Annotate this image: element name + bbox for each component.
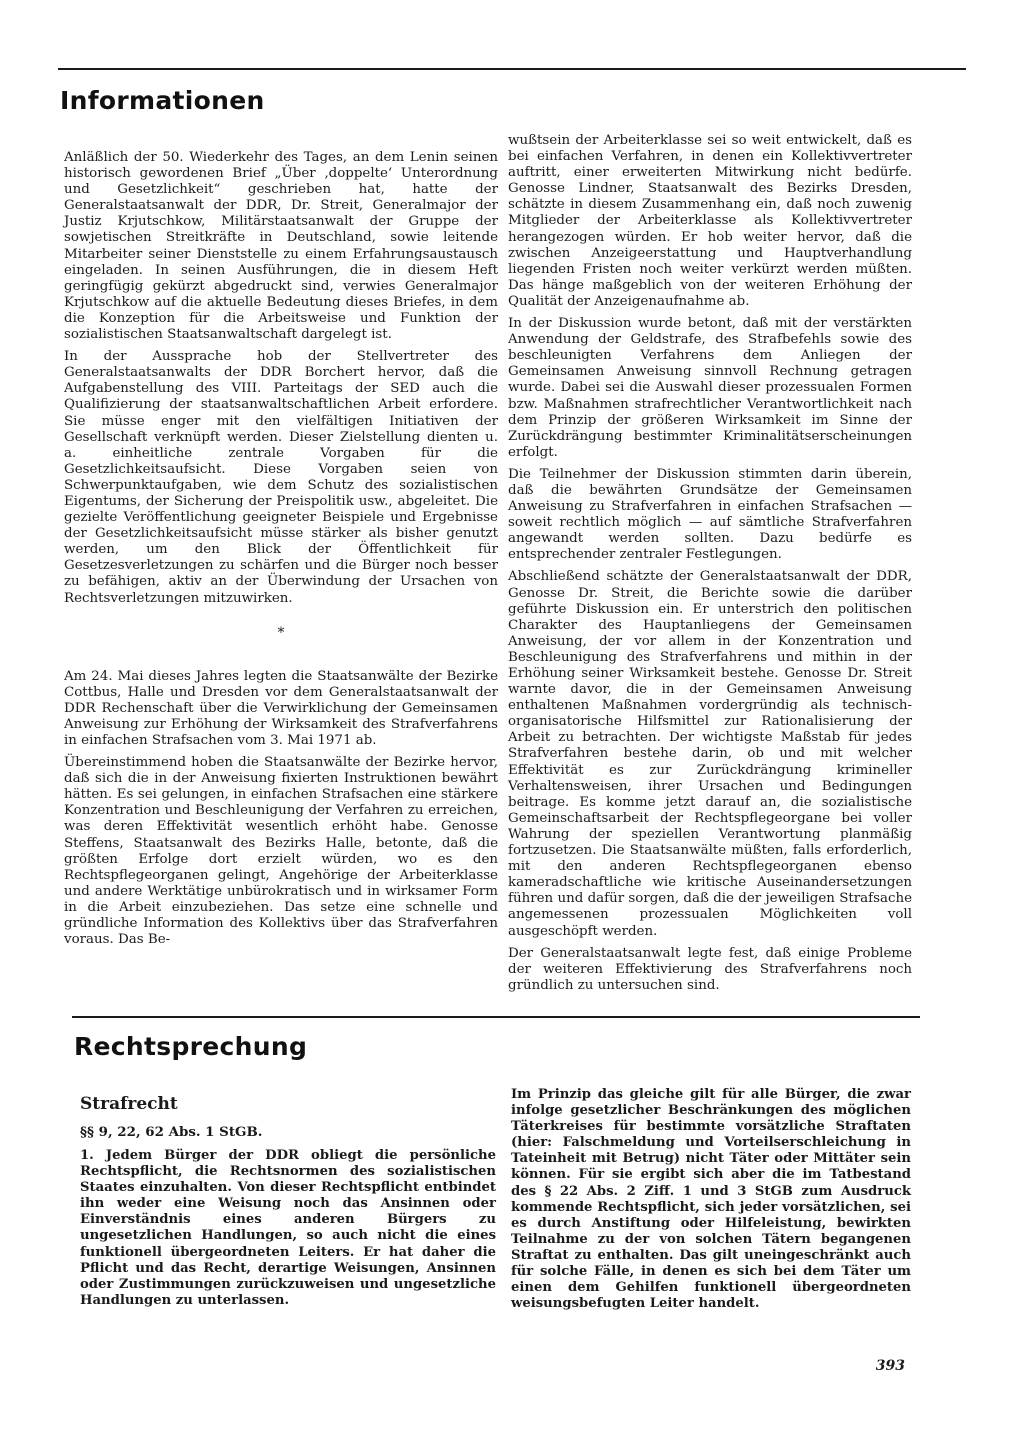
page-number: 393 [875, 1358, 905, 1374]
paragraph: Die Teilnehmer der Diskussion stimmten darin überein, daß die bewährten Grundsätze der Gemeinsamen Anweisung zu Strafverfahren in einfachen Strafsachen — soweit rechtlich möglich — auf sämtliche Strafverfahren angewandt werden sollten. Dazu bedürfe es entsprechender zentraler Festlegungen. [508, 466, 912, 563]
paragraph: Abschließend schätzte der Generalstaatsanwalt der DDR, Genosse Dr. Streit, die Berichte sowie die darüber geführte Diskussion ein. Er unterstrich den politischen Charakter des Hauptanliegens der Gemeinsamen Anweisung, der vor allem in der Konzentration und Beschleunigung des Strafverfahrens und mithin in der Erhöhung seiner Wirksamkeit bestehe. Genosse Dr. Streit warnte davor, die in der Gemeinsamen Anweisung enthaltenen Maßnahmen vordergründig als technisch-organisatorische Hilfsmittel zur Rationalisierung der Arbeit zu betrachten. Der wichtigste Maßstab für jedes Strafverfahren bestehe darin, ob und mit welcher Effektivität es zur Zurückdrängung krimineller Verhaltensweisen, ihrer Ursachen und Bedingungen beitrage. Es komme jetzt darauf an, die sozialistische Gemeinschaftsarbeit der Rechtspflegeorgane bei voller Wahrung der speziellen Verantwortung planmäßig fortzusetzen. Die Staatsanwälte müßten, falls erforderlich, mit den anderen Rechtspflegeorganen ebenso kameradschaftliche wie kritische Auseinandersetzungen führen und dafür sorgen, daß die der jeweiligen Strafsache angemessenen prozessualen Möglichkeiten voll ausgeschöpft werden. [508, 569, 912, 939]
rechtsprechung-top-rule [72, 1016, 920, 1018]
subheading-strafrecht: Strafrecht [80, 1094, 178, 1114]
paragraph: Der Generalstaatsanwalt legte fest, daß einige Probleme der weiteren Effektivierung des Strafverfahrens noch gründlich zu untersuchen sind. [508, 945, 912, 993]
paragraph: Im Prinzip das gleiche gilt für alle Bürger, die zwar infolge gesetzlicher Beschränkungen des möglichen Täterkreises für bestimmte vorsätzliche Straftaten (hier: Falschmeldung und Vorteilserschleichung in Tateinheit mit Betrug) nicht Täter oder Mittäter sein können. Für sie ergibt sich aber die im Tatbestand des § 22 Abs. 2 Ziff. 1 und 3 StGB zum Ausdruck kommende Rechtspflicht, sich jeder vorsätzlichen, sei es durch Anstiftung oder Hilfeleistung, bewirkten Teilnahme zu der von solchen Tätern begangenen Straftat zu enthalten. Das gilt uneingeschränkt auch für solche Fälle, in denen es sich bei dem Täter um einen dem Gehilfen funktionell übergeordneten weisungsbefugten Leiter handelt. [511, 1087, 911, 1312]
section-title-informationen: Informationen [60, 86, 265, 115]
paragraph: Am 24. Mai dieses Jahres legten die Staatsanwälte der Bezirke Cottbus, Halle und Dresden vor dem Generalstaatsanwalt der DDR Rechenschaft über die Verwirklichung der Gemeinsamen Anweisung zur Erhöhung der Wirksamkeit des Strafverfahrens in einfachen Strafsachen vom 3. Mai 1971 ab. [64, 668, 498, 748]
paragraph: 1. Jedem Bürger der DDR obliegt die persönliche Rechtspflicht, die Rechtsnormen des sozialistischen Staates einzuhalten. Von dieser Rechtspflicht entbindet ihn weder eine Weisung noch das Ansinnen oder Einverständnis eines anderen Bürgers zu ungesetzlichen Handlungen, so auch nicht die eines funktionell übergeordneten Leiters. Er hat daher die Pflicht und das Recht, derartige Weisungen, Ansinnen oder Zustimmungen zurückzuweisen und ungesetzliche Handlungen zu unterlassen. [80, 1148, 496, 1308]
section-separator: * [277, 624, 285, 641]
rechtsprechung-left-column [80, 1094, 496, 1315]
informationen-top-rule [58, 68, 966, 70]
paragraph: In der Aussprache hob der Stellvertreter des Generalstaatsanwalts der DDR Borchert hervor, daß die Aufgabenstellung des VIII. Parteitags der SED auch die Qualifizierung der staatsanwaltschaftlichen Arbeit erfordere. Sie müsse enger mit den vielfältigen Initiativen der Gesellschaft verknüpft werden. Dieser Zielstellung dienten u. a. einheitliche zentrale Vorgaben für die Gesetzlichkeitsaufsicht. Diese Vorgaben seien von Schwerpunktaufgaben, wie dem Schutz des sozialistischen Eigentums, der Sicherung der Preispolitik usw., abgeleitet. Die gezielte Veröffentlichung geeigneter Beispiele und Ergebnisse der Gesetzlichkeitsaufsicht müsse stärker als bisher genutzt werden, um den Blick der Öffentlichkeit für Gesetzesverletzungen zu schärfen und die Bürger noch besser zu befähigen, aktiv an der Überwindung der Ursachen von Rechtsverletzungen mitzuwirken. [64, 349, 498, 606]
paragraph: Anläßlich der 50. Wiederkehr des Tages, an dem Lenin seinen historisch gewordenen Brief „Über ‚doppelte‘ Unterordnung und Gesetzlichkeit“ geschrieben hat, hatte der Generalstaatsanwalt der DDR, Dr. Streit, Generalmajor der Justiz Krjutschkow, Militärstaatsanwalt der Gruppe der sowjetischen Streitkräfte in Deutschland, sowie leitende Mitarbeiter seiner Dienststelle zu einem Erfahrungsaustausch eingeladen. In seinen Ausführungen, die in diesem Heft geringfügig gekürzt abgedruckt sind, verwies Generalmajor Krjutschkow auf die aktuelle Bedeutung dieses Briefes, in dem die Konzeption für die Arbeitsweise und Funktion der sozialistischen Staatsanwaltschaft dargelegt ist. [64, 150, 498, 343]
norm-reference: §§ 9, 22, 62 Abs. 1 StGB. [80, 1124, 263, 1140]
paragraph: In der Diskussion wurde betont, daß mit der verstärkten Anwendung der Geldstrafe, des Strafbefehls sowie des beschleunigten Verfahrens dem Anliegen der Gemeinsamen Anweisung sinnvoll Rechnung getragen wurde. Dabei sei die Auswahl dieser prozessualen Formen bzw. Maßnahmen strafrechtlicher Verantwortlichkeit nach dem Prinzip der größeren Wirksamkeit im Sinne der Zurückdrängung bestimmter Kriminalitätserscheinungen erfolgt. [508, 316, 912, 460]
rechtsprechung-right-column [511, 1087, 911, 1318]
informationen-right-column [508, 133, 912, 1000]
section-title-rechtsprechung: Rechtsprechung [74, 1032, 308, 1061]
informationen-left-column [64, 150, 498, 954]
paragraph: Übereinstimmend hoben die Staatsanwälte der Bezirke hervor, daß sich die in der Anweisung fixierten Instruktionen bewährt hätten. Es sei gelungen, in einfachen Strafsachen eine stärkere Konzentration und Beschleunigung der Verfahren zu erreichen, was deren Effektivität wesentlich erhöht habe. Genosse Steffens, Staatsanwalt des Bezirks Halle, betonte, daß die größten Erfolge dort erzielt würden, wo es den Rechtspflegeorganen gelingt, Angehörige der Arbeiterklasse und andere Werktätige unbürokratisch und in wirksamer Form in die Arbeit einzubeziehen. Das setze eine schnelle und gründliche Information des Kollektivs über das Strafverfahren voraus. Das Be- [64, 755, 498, 948]
paragraph: wußtsein der Arbeiterklasse sei so weit entwickelt, daß es bei einfachen Verfahren, in denen ein Kollektivvertreter auftritt, einer erweiterten Mitwirkung nicht bedürfe. Genosse Lindner, Staatsanwalt des Bezirks Dresden, schätzte in diesem Zusammenhang ein, daß noch zuwenig Mitglieder der Arbeiterklasse als Kollektivvertreter herangezogen würden. Er hob weiter hervor, daß die zwischen Anzeigeerstattung und Hauptverhandlung liegenden Fristen noch weiter verkürzt werden müßten. Das hänge maßgeblich von der weiteren Erhöhung der Qualität der Anzeigenaufnahme ab. [508, 133, 912, 309]
